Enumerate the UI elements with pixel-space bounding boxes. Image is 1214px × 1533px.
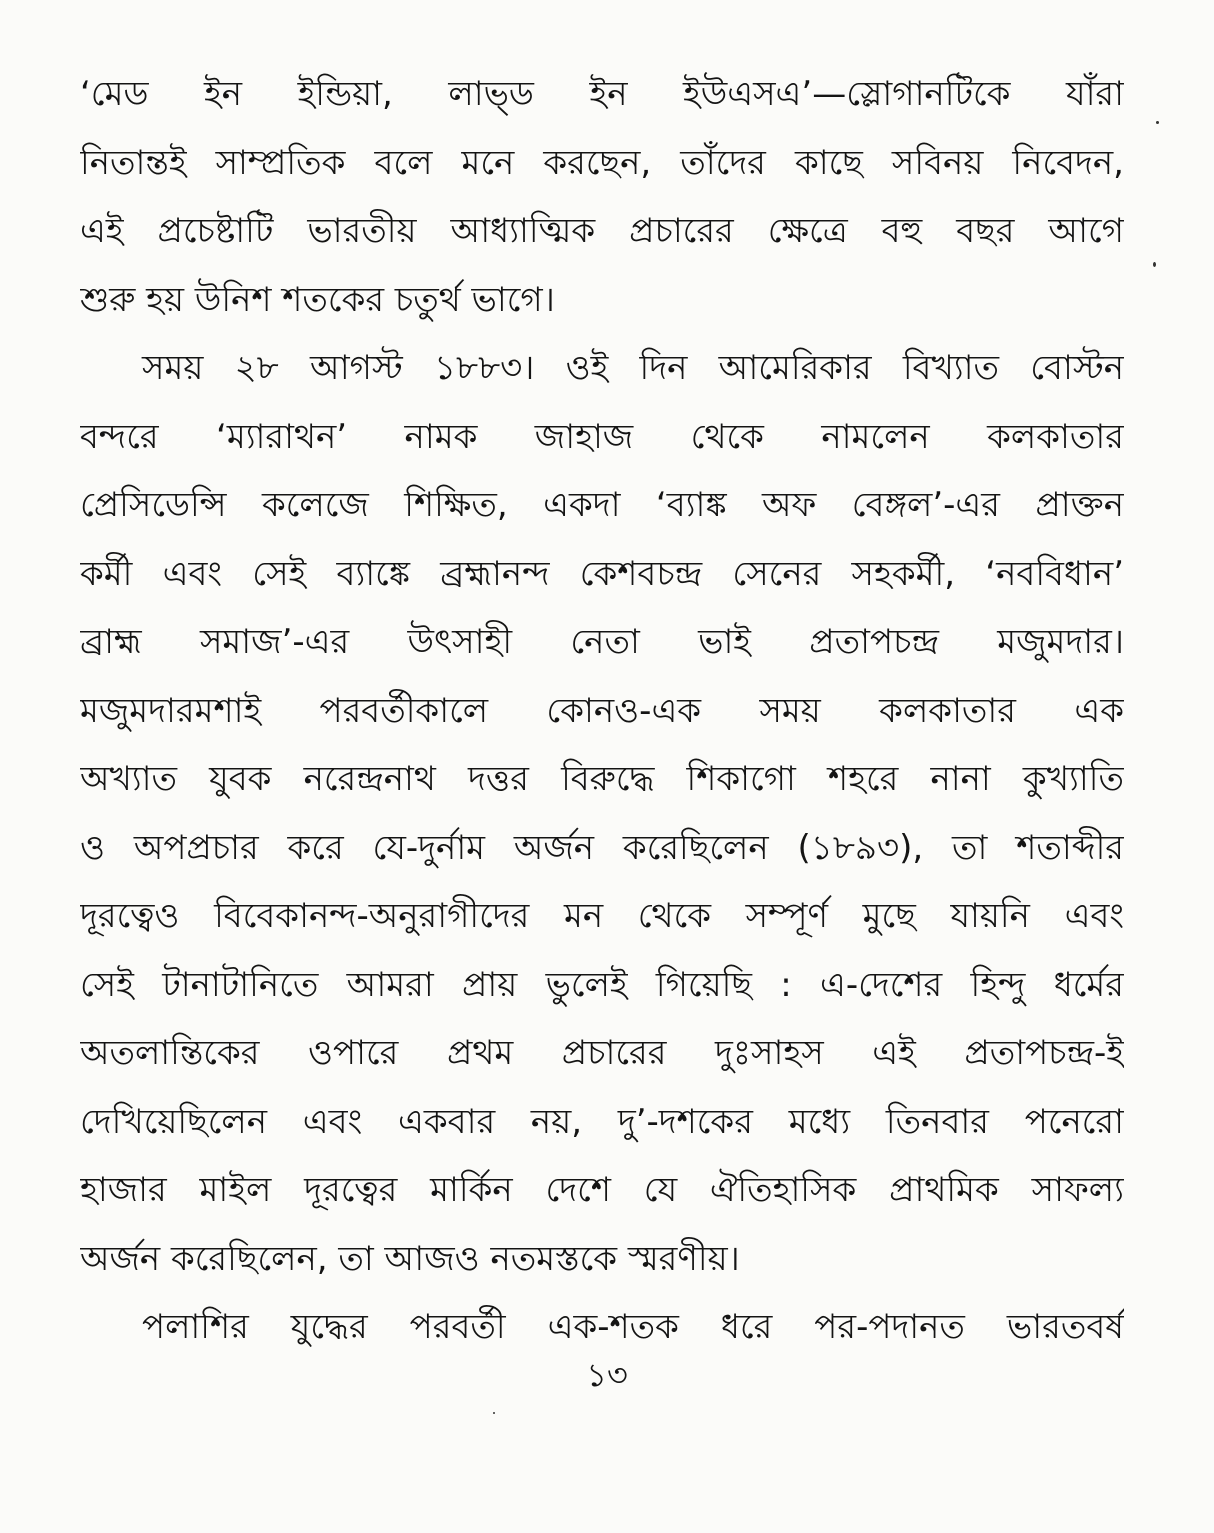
page-number: ১৩ <box>586 1356 628 1394</box>
print-speck <box>493 1412 495 1414</box>
body-text <box>80 60 1124 1362</box>
text-line: প্রেসিডেন্সি কলেজে শিক্ষিত, একদা ‘ব্যাঙ্ক অফ বেঙ্গল’-এর প্রাক্তন <box>80 485 1124 525</box>
text-line: বন্দরে ‘ম্যারাথন’ নামক জাহাজ থেকে নামলেন কলকাতার <box>80 416 1124 457</box>
text-line: দূরত্বেও বিবেকানন্দ-অনুরাগীদের মন থেকে সম্পূর্ণ মুছে যায়নি এবং <box>80 896 1124 936</box>
print-speck <box>1156 121 1159 124</box>
text-line: সেই টানাটানিতে আমরা প্রায় ভুলেই গিয়েছি : এ-দেশের হিন্দু ধর্মের <box>80 964 1124 1005</box>
paragraph-1 <box>80 60 1124 334</box>
text-line: সময় ২৮ আগস্ট ১৮৮৩। ওই দিন আমেরিকার বিখ্যাত বোস্টন <box>142 348 1124 388</box>
text-line: কর্মী এবং সেই ব্যাঙ্কে ব্রহ্মানন্দ কেশবচন্দ্র সেনের সহকর্মী, ‘নববিধান’ <box>80 553 1124 594</box>
text-line: অর্জন করেছিলেন, তা আজও নতমস্তকে স্মরণীয়। <box>80 1238 740 1279</box>
text-line: ব্রাহ্ম সমাজ’-এর উৎসাহী নেতা ভাই প্রতাপচন্দ্র মজুমদার। <box>80 622 1124 662</box>
text-line: এই প্রচেষ্টাটি ভারতীয় আধ্যাত্মিক প্রচারের ক্ষেত্রে বহু বছর আগে <box>80 211 1124 251</box>
text-line: পলাশির যুদ্ধের পরবর্তী এক-শতক ধরে পর-পদানত ভারতবর্ষ <box>142 1307 1124 1347</box>
paragraph-2 <box>80 334 1124 1293</box>
text-line: শুরু হয় উনিশ শতকের চতুর্থ ভাগে। <box>80 279 555 320</box>
text-line: দেখিয়েছিলেন এবং একবার নয়, দু’-দশকের মধ্যে তিনবার পনেরো <box>80 1101 1124 1142</box>
text-line: অখ্যাত যুবক নরেন্দ্রনাথ দত্তর বিরুদ্ধে শিকাগো শহরে নানা কুখ্যাতি <box>80 759 1124 799</box>
text-line: হাজার মাইল দূরত্বের মার্কিন দেশে যে ঐতিহাসিক প্রাথমিক সাফল্য <box>80 1170 1124 1210</box>
text-line: মজুমদারমশাই পরবর্তীকালে কোনও-এক সময় কলকাতার এক <box>80 690 1124 731</box>
text-line: ‘মেড ইন ইন্ডিয়া, লাভ্ড ইন ইউএসএ’—স্লোগানটিকে যাঁরা <box>80 74 1124 114</box>
text-line: ও অপপ্রচার করে যে-দুর্নাম অর্জন করেছিলেন (১৮৯৩), তা শতাব্দীর <box>80 827 1124 868</box>
text-line: অতলান্তিকের ওপারে প্রথম প্রচারের দুঃসাহস এই প্রতাপচন্দ্র-ই <box>80 1033 1124 1073</box>
print-speck <box>1153 262 1156 267</box>
text-line: নিতান্তই সাম্প্রতিক বলে মনে করছেন, তাঁদের কাছে সবিনয় নিবেদন, <box>80 142 1124 183</box>
paragraph-3 <box>80 1293 1124 1362</box>
